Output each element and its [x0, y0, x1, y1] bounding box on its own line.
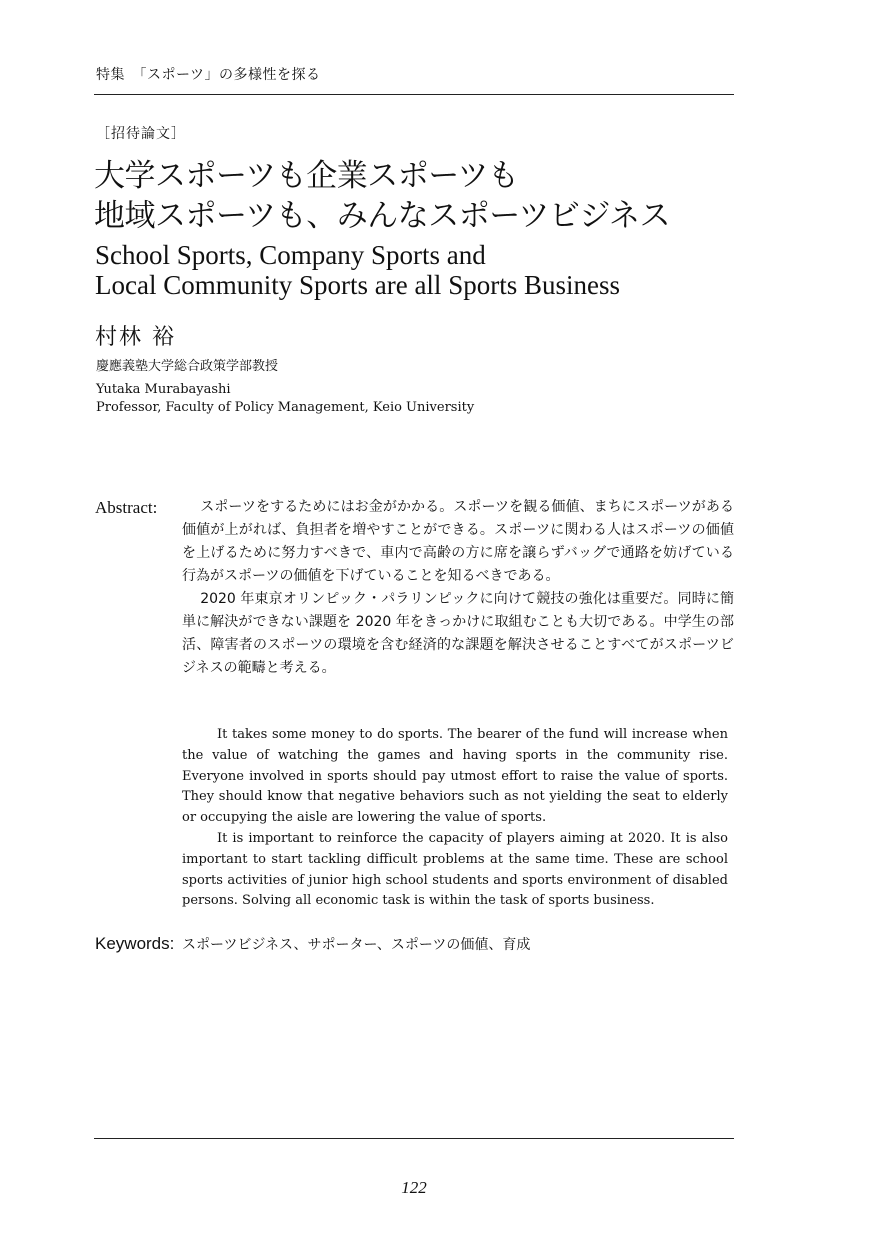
running-head: 特集 「スポーツ」の多様性を探る [96, 67, 321, 83]
abstract-en-paragraph-1: It takes some money to do sports. The bearer of the fund will increase when the value of watching the games and having sports in the community rise. Everyone involved in sports should pay utmost effort to raise the value of sports. They should know that negative behaviors such as not yielding the seat to elderly or occupying the aisle are lowering the value of sports. [182, 727, 728, 826]
abstract-english [182, 725, 728, 912]
keywords-value: スポーツビジネス、サポーター、スポーツの価値、育成 [182, 937, 531, 953]
abstract-label: Abstract: [95, 498, 158, 517]
header-rule [94, 94, 734, 95]
author-block-en [96, 381, 474, 417]
author-affiliation-en: Professor, Faculty of Policy Management, Keio University [96, 400, 475, 415]
abstract-ja-paragraph-2: 2020 年東京オリンピック・パラリンピックに向けて競技の強化は重要だ。同時に簡単に解決ができない課題を 2020 年をきっかけに取組むことも大切である。中学生の部活、障害者のスポーツの環境を含む経済的な課題を解決させることすべてがスポーツビジネスの範疇と考える。 [182, 591, 734, 676]
page-number: 122 [401, 1178, 427, 1197]
author-name-ja: 村林 裕 [95, 325, 176, 350]
keywords-label: Keywords: [95, 934, 175, 953]
title-en-line-2: Local Community Sports are all Sports Business [95, 270, 620, 300]
abstract-en-paragraph-2: It is important to reinforce the capacity of players aiming at 2020. It is also important to start tackling difficult problems at the same time. These are school sports activities of junior high school students and sports environment of disabled persons. Solving all economic task is within the task of sports business. [182, 830, 728, 909]
author-name-en: Yutaka Murabayashi [96, 382, 231, 397]
title-english [95, 240, 620, 300]
abstract-japanese [182, 496, 734, 680]
title-ja-line-1: 大学スポーツも企業スポーツも [94, 158, 519, 194]
title-ja-line-2: 地域スポーツも、みんなスポーツビジネス [94, 198, 671, 234]
article-category: ［招待論文］ [96, 126, 186, 142]
author-affiliation-ja: 慶應義塾大学総合政策学部教授 [96, 359, 279, 374]
title-en-line-1: School Sports, Company Sports and [95, 240, 486, 270]
title-japanese [94, 156, 670, 236]
footer-rule [94, 1138, 734, 1139]
abstract-ja-paragraph-1: スポーツをするためにはお金がかかる。スポーツを観る価値、まちにスポーツがある価値が上がれば、負担者を増やすことができる。スポーツに関わる人はスポーツの価値を上げるために努力すべきで、車内で高齢の方に席を譲らずバッグで通路を妨げている行為がスポーツの価値を下げていることを知るべきである。 [182, 499, 734, 584]
